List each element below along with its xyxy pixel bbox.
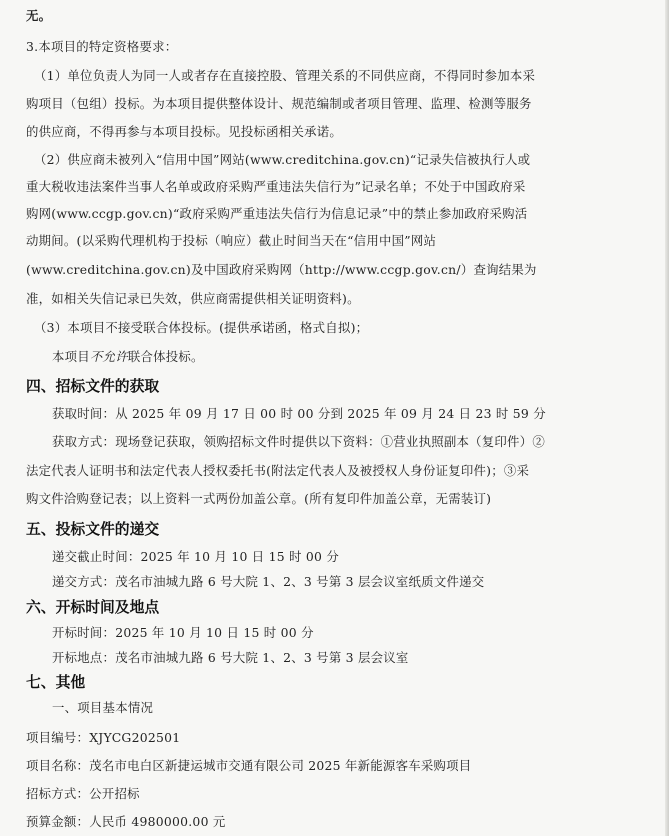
qualification-2-line-1: （2）供应商未被列入“信用中国”网站(www.creditchina.gov.cn)“记录失信被执行人或 — [34, 152, 531, 167]
acquisition-method-line-1: 获取方式：现场登记获取，领购招标文件时提供以下资料：①营业执照副本（复印件）② — [52, 434, 545, 449]
tender-method: 招标方式：公开招标 — [26, 786, 140, 801]
project-number: 项目编号：XJYCG202501 — [26, 730, 181, 745]
acquisition-method-line-2: 法定代表人证明书和法定代表人授权委托书(附法定代表人及被授权人身份证复印件)；③采 — [26, 463, 530, 478]
project-basic-info-heading: 一、项目基本情况 — [52, 700, 154, 715]
qualification-2-line-3: 购网(www.ccgp.gov.cn)“政府采购严重违法失信行为信息记录”中的禁止参加政府采购活 — [26, 206, 528, 221]
page-edge-shadow — [665, 0, 669, 836]
qualification-2-line-2: 重大税收违法案件当事人名单或政府采购严重违法失信行为”记录名单；不处于中国政府采 — [26, 179, 526, 194]
submission-method: 递交方式：茂名市油城九路 6 号大院 1、2、3 号第 3 层会议室纸质文件递交 — [52, 574, 485, 589]
opening-time: 开标时间：2025 年 10 月 10 日 15 时 00 分 — [52, 625, 314, 640]
qualification-1-line-2: 购项目（包组）投标。为本项目提供整体设计、规范编制或者项目管理、监理、检测等服务 — [26, 96, 532, 111]
qualification-3-line: （3）本项目不接受联合体投标。(提供承诺函，格式自拟)； — [34, 320, 369, 335]
acquisition-method-line-3: 购文件洽购登记表；以上资料一式两份加盖公章。(所有复印件加盖公章，无需装订) — [26, 491, 492, 506]
section-7-heading: 七、其他 — [26, 674, 86, 691]
qualification-1-line-3: 的供应商，不得再参与本项目投标。见投标函相关承诺。 — [26, 124, 343, 139]
project-name: 项目名称：茂名市电白区新捷运城市交通有限公司 2025 年新能源客车采购项目 — [26, 758, 472, 773]
joint-bid-suffix: 联合体投标。 — [127, 349, 204, 364]
joint-bid-statement — [52, 349, 204, 365]
budget-amount: 预算金额：人民币 4980000.00 元 — [26, 814, 226, 829]
qualification-2-line-5: (www.creditchina.gov.cn)及中国政府采购网（http://www.ccgp.gov.cn/）查询结果为 — [26, 262, 537, 277]
submission-deadline: 递交截止时间：2025 年 10 月 10 日 15 时 00 分 — [52, 549, 339, 564]
qualification-1-line-1: （1）单位负责人为同一人或者存在直接控股、管理关系的不同供应商，不得同时参加本采 — [34, 68, 536, 83]
joint-bid-prefix: 本项目 — [52, 349, 90, 364]
joint-bid-not-allowed: 不允许 — [89, 349, 128, 364]
acquisition-time: 获取时间：从 2025 年 09 月 17 日 00 时 00 分到 2025 年 09 月 24 日 23 时 59 分 — [52, 406, 546, 421]
section-4-heading: 四、招标文件的获取 — [26, 378, 160, 395]
opening-location: 开标地点：茂名市油城九路 6 号大院 1、2、3 号第 3 层会议室 — [52, 650, 409, 665]
qualification-2-line-6: 准，如相关失信记录已失效，供应商需提供相关证明资料)。 — [26, 291, 360, 306]
section-6-heading: 六、开标时间及地点 — [26, 599, 160, 616]
section-5-heading: 五、投标文件的递交 — [26, 521, 160, 538]
special-qualification-heading: 3.本项目的特定资格要求： — [26, 39, 178, 54]
qualification-2-line-4: 动期间。(以采购代理机构于投标（响应）截止时间当天在“信用中国”网站 — [26, 233, 437, 248]
line-none: 无。 — [26, 8, 52, 23]
